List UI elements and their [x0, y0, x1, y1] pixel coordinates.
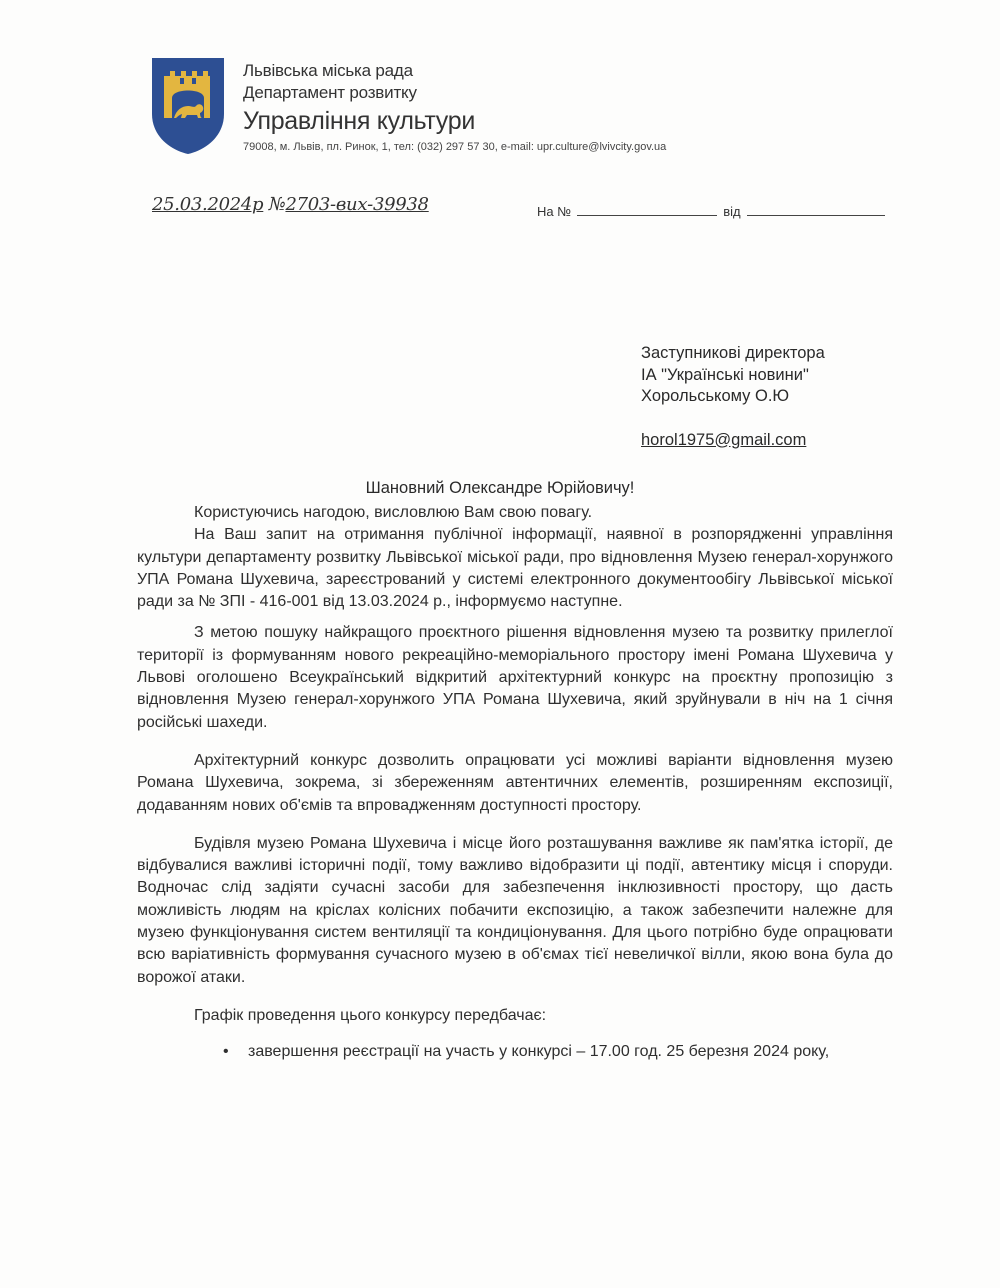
- greeting: Шановний Олександре Юрійовичу!: [365, 479, 635, 497]
- department-name: Департамент розвитку: [243, 83, 417, 102]
- addressee-block: [641, 343, 825, 451]
- reference-label: На №: [537, 204, 572, 219]
- reference-number-blank: [577, 203, 717, 216]
- reference-from-label: від: [723, 204, 741, 219]
- registration-number-prefix: №: [268, 194, 286, 215]
- reference-line: [537, 203, 885, 219]
- addressee-name: Хорольському О.Ю: [641, 387, 790, 405]
- lviv-coat-of-arms-icon: [150, 56, 226, 156]
- paragraph: З метою пошуку найкращого проєктного рішення відновлення музею та розвитку прилеглої території із формуванням нового рекреаційно-меморіального простору імені Романа Шухевича у Львові оголошено Всеукраїнський відкритий архітектурний конкурс на проєктну пропозицію з відновлення Музею генерал-хорунжого УПА Романа Шухевича, який зруйнували в ніч на 1 січня російські шахеди.: [137, 624, 893, 731]
- bullet-glyph: •: [223, 1043, 229, 1061]
- letter-body: [137, 502, 893, 1064]
- paragraph: Архітектурний конкурс дозволить опрацювати усі можливі варіанти відновлення музею Романа Шухевича, зокрема, зі збереженням автентичних елементів, розширенням експозиції, додаванням нових об'ємів та впровадженням доступності простору.: [137, 751, 893, 814]
- registration-date: 25.03.2024р: [152, 194, 264, 215]
- paragraph: Графік проведення цього конкурсу передбачає:: [194, 1006, 547, 1024]
- paragraph: Користуючись нагодою, висловлюю Вам свою повагу.: [194, 504, 593, 521]
- council-name: Львівська міська рада: [243, 61, 413, 80]
- letterhead: [243, 60, 666, 155]
- addressee-organization: ІА "Українські новини": [641, 365, 809, 384]
- schedule-list: [137, 1041, 893, 1063]
- registration-number: 2703-вих-39938: [285, 194, 429, 215]
- office-name: Управління культури: [243, 107, 475, 135]
- list-item: [137, 1041, 893, 1063]
- reference-date-blank: [747, 203, 885, 216]
- list-item-text: завершення реєстрації на участь у конкурсі – 17.00 год. 25 березня 2024 року,: [248, 1043, 830, 1061]
- paragraph: На Ваш запит на отримання публічної інформації, наявної в розпорядженні управління культури департаменту розвитку Львівської міської ради, про відновлення Музею генерал-хорунжого УПА Романа Шухевича, зареєстрований у системі електронного документообігу Львівської міської ради за № ЗПІ - 416-001 від 13.03.2024 р., інформуємо наступне.: [137, 526, 893, 611]
- addressee-position: Заступникові директора: [641, 344, 825, 362]
- contact-line: 79008, м. Львів, пл. Ринок, 1, тел: (032) 297 57 30, e-mail: upr.culture@lvivcity.gov.ua: [243, 141, 667, 153]
- addressee-email: horol1975@gmail.com: [641, 430, 807, 449]
- paragraph: Будівля музею Романа Шухевича і місце його розташування важливе як пам'ятка історії, де відбувалися важливі історичні події, тому важливо відобразити ці події, автентику місця і споруди. Водночас слід задіяти сучасні засоби для забезпечення інклюзивності простору, що дасть можливість людям на кріслах колісних побачити експозицію, а також забезпечити належне для музею функціонування систем вентиляції та кондиціонування. Для цього потрібно буде опрацювати всю варіативність формування сучасного музею в об'ємах тієї невеличкої вілли, якою вона була до ворожої атаки.: [137, 834, 893, 986]
- registration-stamp: [152, 194, 429, 215]
